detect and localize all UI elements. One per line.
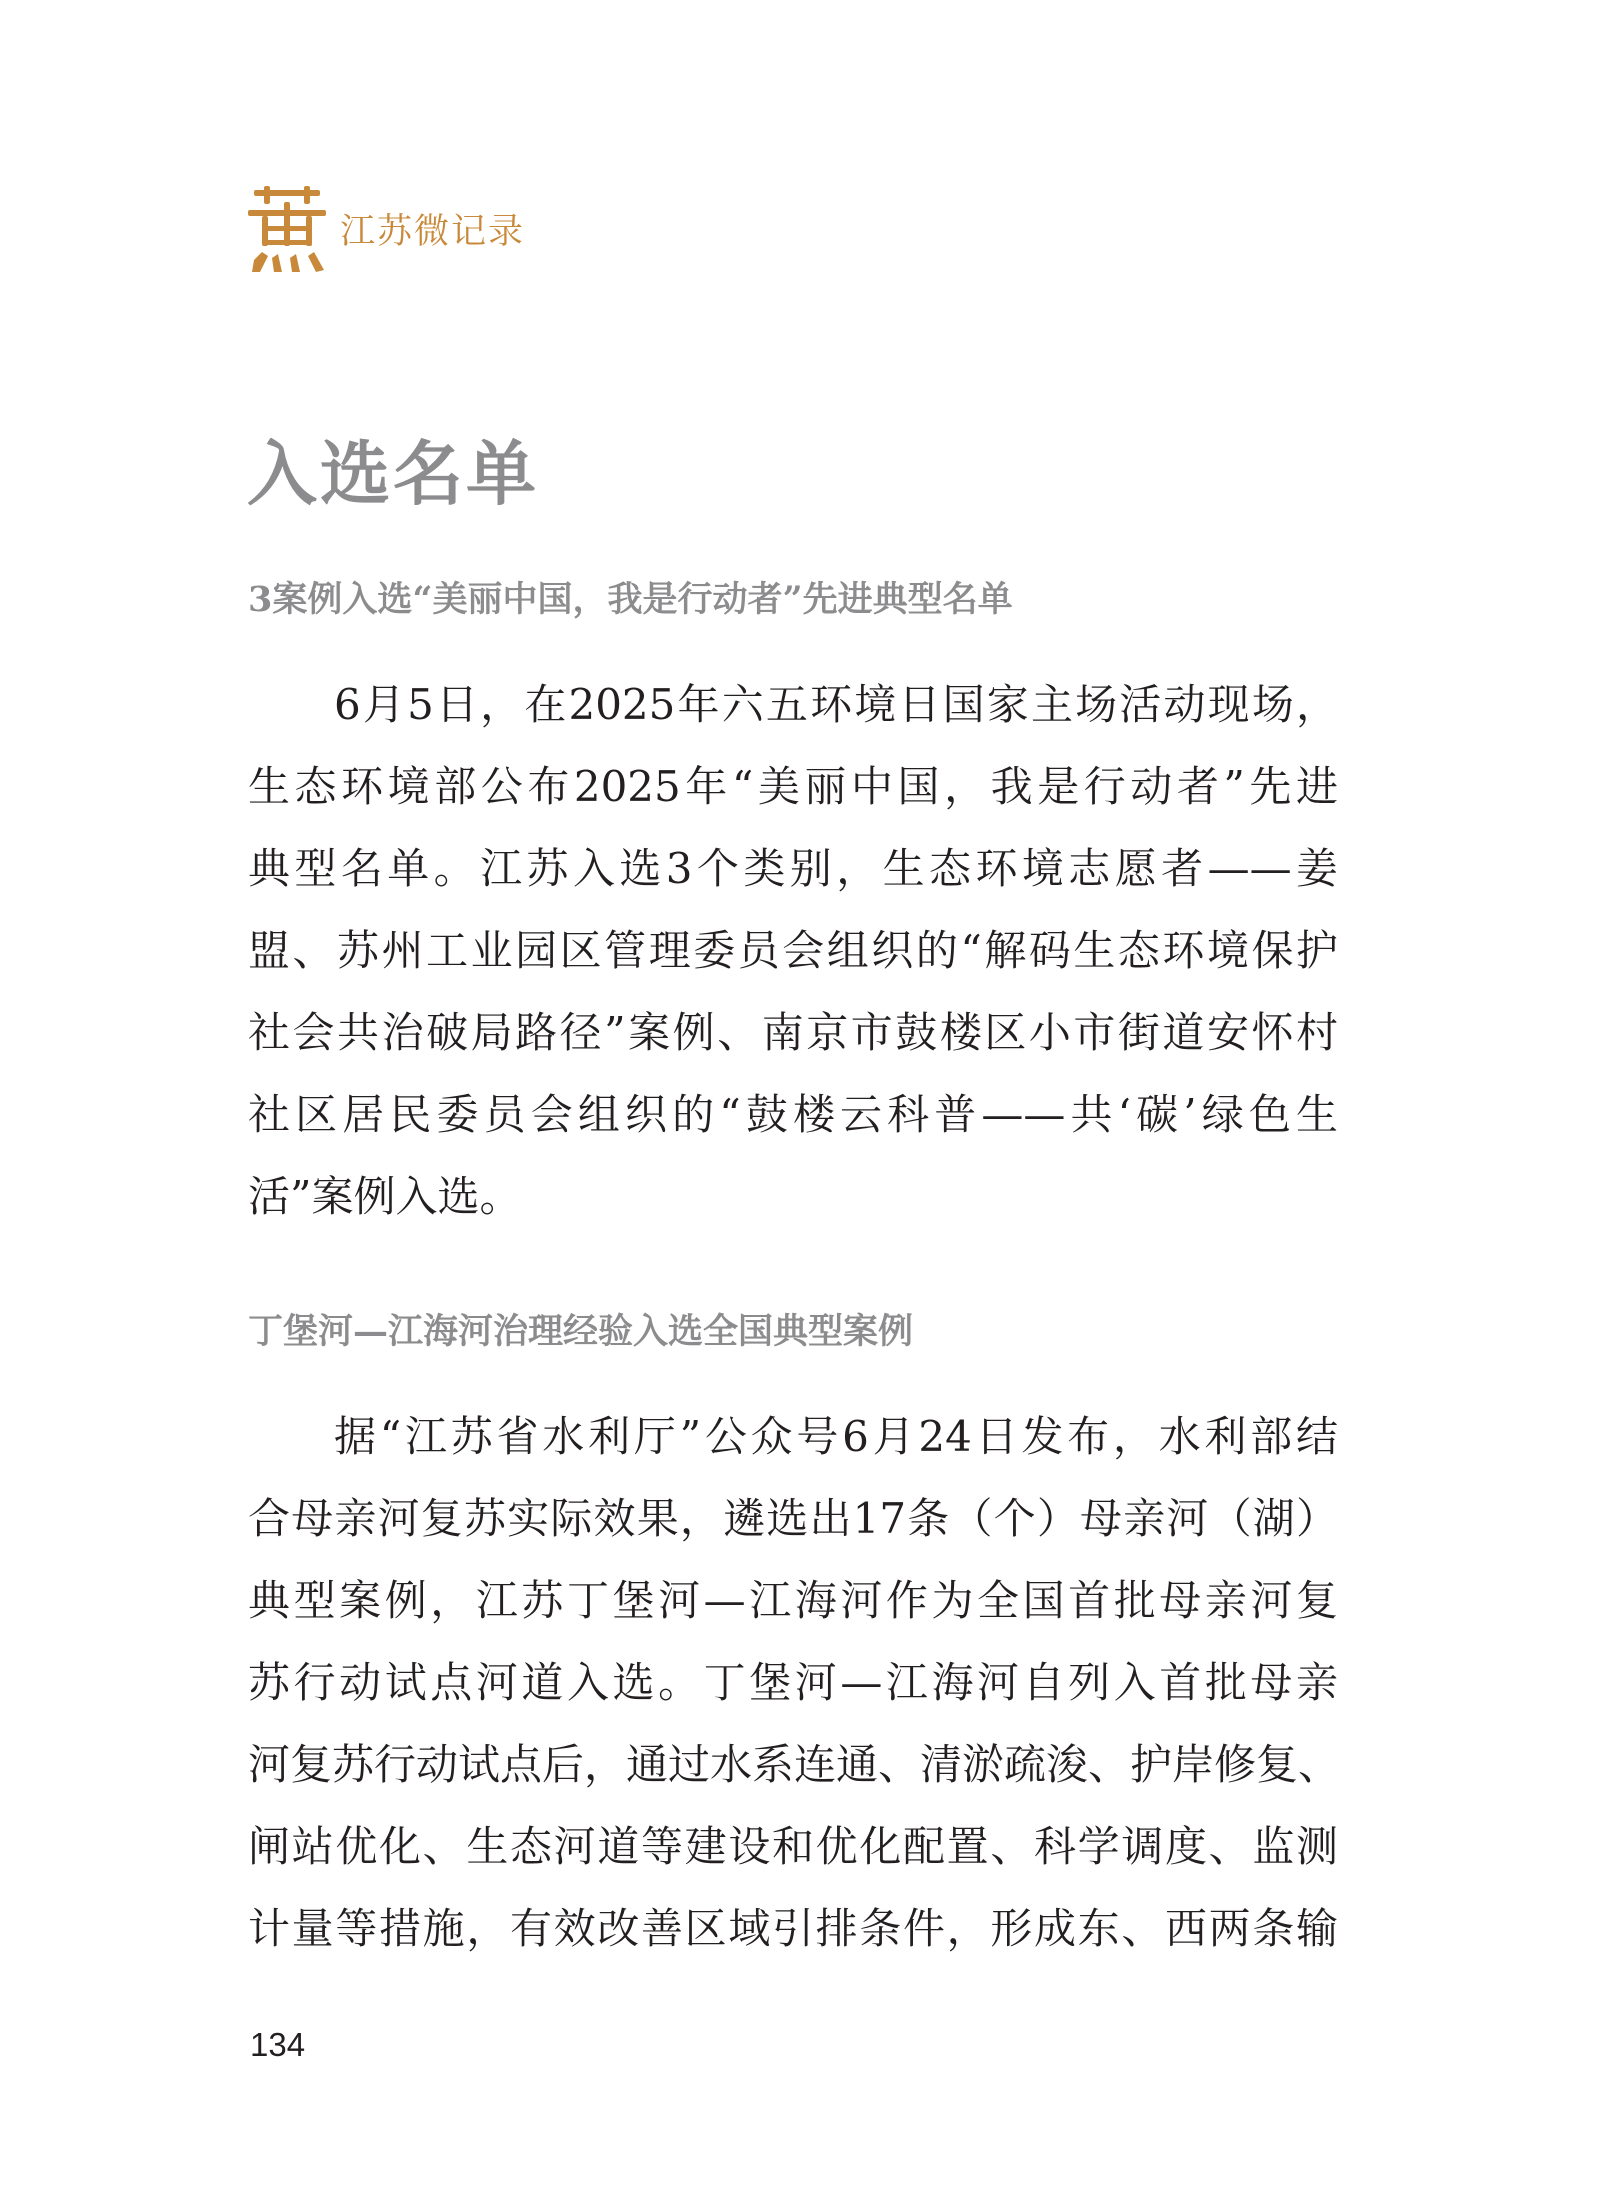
paragraph-line: 生态环境部公布2025年“美丽中国，我是行动者”先进 [248,762,1338,811]
series-title: 江苏微记录 [340,212,526,252]
paragraph-line: 典型名单。江苏入选3个类别，生态环境志愿者——姜 [248,844,1338,893]
stylized-character-emblem-icon [248,186,326,274]
article-beautiful-china [248,570,1338,1238]
running-header [248,186,525,274]
paragraph-line: 6月5日，在2025年六五环境日国家主场活动现场， [334,680,1338,729]
paragraph-line: 计量等措施，有效改善区域引排条件，形成东、西两条输 [248,1904,1338,1953]
article-body [248,664,1338,1238]
paragraph-line: 盟、苏州工业园区管理委员会组织的“解码生态环境保护 [248,926,1338,975]
paragraph-line: 活”案例入选。 [248,1172,522,1221]
paragraph-line: 苏行动试点河道入选。丁堡河—江海河自列入首批母亲 [248,1658,1338,1707]
page-number: 134 [250,2026,306,2063]
paragraph-line: 河复苏行动试点后，通过水系连通、清淤疏浚、护岸修复、 [248,1740,1341,1789]
paragraph-line: 社区居民委员会组织的“鼓楼云科普——共‘碳’绿色生 [248,1090,1338,1139]
article-body [248,1396,1341,1970]
paragraph-line: 闸站优化、生态河道等建设和优化配置、科学调度、监测 [248,1822,1338,1871]
paragraph-line: 据“江苏省水利厅”公众号6月24日发布，水利部结 [334,1412,1338,1461]
article-heading: 3案例入选“美丽中国，我是行动者”先进典型名单 [248,579,1013,620]
section-title: 入选名单 [247,433,539,515]
paragraph-line: 合母亲河复苏实际效果，遴选出17条（个）母亲河（湖） [248,1494,1338,1543]
article-heading: 丁堡河—江海河治理经验入选全国典型案例 [248,1311,914,1352]
paragraph-line: 典型案例，江苏丁堡河—江海河作为全国首批母亲河复 [248,1576,1338,1625]
article-dingbao-river [248,1302,1341,1970]
paragraph-line: 社会共治破局路径”案例、南京市鼓楼区小市街道安怀村 [248,1008,1338,1057]
